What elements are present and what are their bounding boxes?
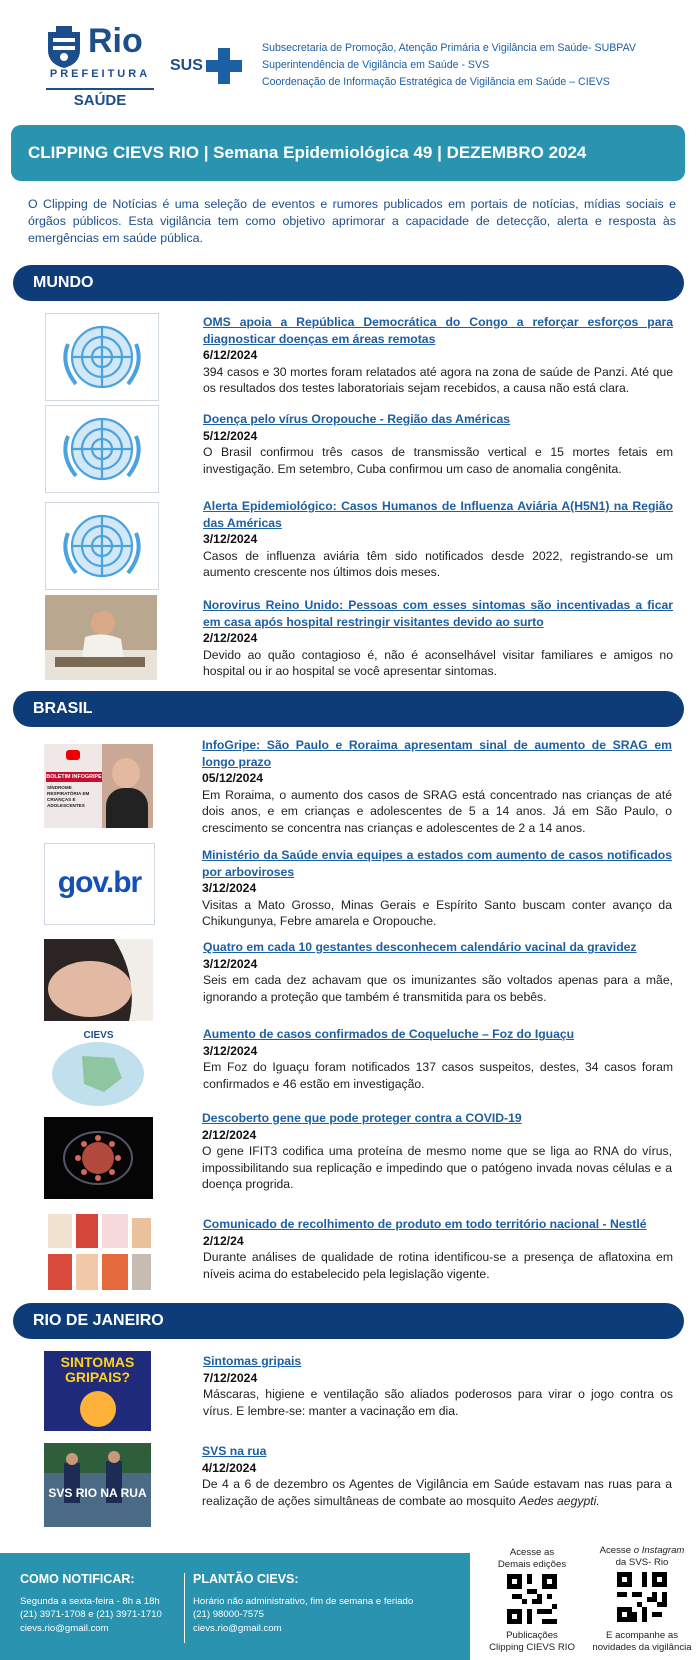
news-link[interactable]: Alerta Epidemiológico: Casos Humanos de Influenza Aviária A(H5N1) na Região das Américas: [203, 499, 673, 530]
news-item: [203, 411, 673, 477]
news-item: [202, 1110, 672, 1193]
footer-notificar-phones: (21) 3971-1708 e (21) 3971-1710: [20, 1609, 162, 1620]
qr-code-instagram[interactable]: [617, 1572, 667, 1622]
news-date: 7/12/2024: [203, 1370, 258, 1385]
nestle-products-photo: [44, 1212, 153, 1292]
org-line-svs: Superintendência de Vigilância em Saúde - SVS: [262, 59, 490, 71]
footer-notificar: [20, 1573, 162, 1635]
news-item: [202, 847, 672, 930]
logo-prefeitura-text: PREFEITURA: [49, 68, 151, 80]
news-link[interactable]: Aumento de casos confirmados de Coqueluche – Foz do Iguaçu: [203, 1027, 575, 1041]
sick-person-image-icon: [45, 595, 157, 680]
norovirus-photo: [45, 595, 157, 680]
sintomas-gripais-thumb: [44, 1351, 151, 1431]
qr2-bottom-line-2: novidades da vigilância: [592, 1642, 692, 1653]
sus-cross-icon: [206, 48, 242, 84]
news-item: [202, 1443, 672, 1509]
qr1-top-label: [482, 1547, 582, 1571]
section-mundo-label: MUNDO: [33, 274, 94, 291]
qr1-bottom-line-1: Publicações: [506, 1630, 558, 1641]
sintomas-thumb-text: SINTOMAS GRIPAIS?: [60, 1354, 135, 1385]
news-item: [202, 737, 672, 836]
news-date: 6/12/2024: [203, 348, 258, 362]
footer-notificar-email[interactable]: cievs.rio@gmail.com: [20, 1622, 109, 1634]
news-date: 05/12/2024: [202, 771, 263, 785]
govbr-logo-text: gov.br: [57, 866, 142, 899]
news-desc: Devido ao quão contagioso é, não é aconselhável visitar familiares e amigos no hospital ou ir ao hospital se você apresentar sintomas.: [203, 647, 673, 678]
news-item: [203, 597, 673, 680]
logo-sus-text: SUS: [170, 57, 203, 74]
news-link[interactable]: SVS na rua: [202, 1444, 267, 1458]
news-date: 3/12/2024: [203, 532, 258, 546]
news-desc: Máscaras, higiene e ventilação são aliados poderosos para virar o jogo contra os vírus. E lembre-se: manter a vacinação em dia.: [203, 1387, 673, 1418]
un-emblem-icon: [46, 503, 158, 589]
org-line-cievs: Coordenação de Informação Estratégica de Vigilância em Saúde – CIEVS: [262, 76, 610, 88]
news-link[interactable]: OMS apoia a República Democrática do Congo a reforçar esforços para diagnosticar doenças em áreas remotas: [203, 315, 673, 346]
footer-plantao-email[interactable]: cievs.rio@gmail.com: [193, 1622, 282, 1634]
svs-thumb-text: SVS RIO NA RUA: [48, 1486, 147, 1500]
qr2-top-line-1: [590, 1545, 694, 1557]
logo-saude-text: SAÚDE: [46, 88, 154, 109]
govbr-thumb: [44, 843, 155, 925]
footer-plantao-phone: (21) 98000-7575: [193, 1609, 264, 1620]
news-date: 3/12/2024: [203, 1043, 258, 1058]
section-rio: [13, 1303, 684, 1339]
rio-crest-icon: [44, 26, 84, 70]
news-date: 4/12/2024: [202, 1460, 257, 1475]
news-desc: Casos de influenza aviária têm sido notificados desde 2022, registrando-se um aumento crescente nos últimos dois meses.: [203, 548, 673, 579]
news-date: 3/12/2024: [202, 881, 257, 895]
org-line-subpav: Subsecretaria de Promoção, Atenção Primária e Vigilância em Saúde- SUBPAV: [262, 42, 636, 54]
intro-text: O Clipping de Notícias é uma seleção de eventos e rumores publicados em portais de notícias, mídias sociais e órgãos públicos. Esta vigilância tem como objetivo aprimorar a capacidade de detecção, alerta e resposta às emergências em saúde pública.: [28, 197, 676, 245]
news-desc: O Brasil confirmou três casos de transmissão vertical e 15 mortes fetais em investigação. Em setembro, Cuba confirmou um caso de anomalia congênita.: [203, 445, 673, 476]
page-title: CLIPPING CIEVS RIO | Semana Epidemiológica 49 | DEZEMBRO 2024: [28, 143, 587, 162]
news-link[interactable]: Sintomas gripais: [203, 1354, 302, 1368]
qr1-top-line-1: Acesse as: [509, 1547, 555, 1558]
sus-logo: [170, 46, 242, 86]
qr2-top-text: Acesse: [599, 1545, 634, 1556]
news-desc: 394 casos e 30 mortes foram relatados até agora na zona de saúde de Panzi. Até que os resultados dos testes laboratoriais sejam recebidos, a causa não está clara.: [203, 364, 673, 395]
news-item: [203, 498, 673, 581]
footer-plantao-hours: Horário não administrativo, fim de semana e feriado: [193, 1595, 414, 1607]
un-emblem-icon: [46, 406, 158, 492]
svs-na-rua-thumb: [44, 1443, 151, 1527]
title-bar: [11, 125, 685, 181]
news-desc: Visitas a Mato Grosso, Minas Gerais e Espírito Santo buscam conter avanço da Chikungunya, Febre amarela e Oropouche.: [202, 897, 672, 928]
news-desc-text: De 4 a 6 de dezembro os Agentes de Vigilância em Saúde estavam nas ruas para a realização de ações simultâneas de combate ao mosquito: [202, 1477, 672, 1508]
news-date: 2/12/2024: [202, 1127, 257, 1142]
qr1-bottom-label: [482, 1630, 582, 1654]
qr2-top-line-2: da SVS- Rio: [615, 1557, 669, 1568]
footer-divider: [184, 1573, 185, 1643]
prefeitura-rio-logo: [44, 22, 156, 110]
section-brasil: [13, 691, 684, 727]
un-emblem-icon: [46, 314, 158, 400]
news-desc: Durante análises de qualidade de rotina identificou-se a presença de aflatoxina em níveis acima do estabelecido pela legislação vigente.: [203, 1250, 673, 1281]
section-mundo: [13, 265, 684, 301]
pregnant-belly-image-icon: [44, 939, 153, 1021]
un-logo-thumb-2: [45, 405, 159, 493]
news-link[interactable]: Quatro em cada 10 gestantes desconhecem calendário vacinal da gravidez: [203, 940, 637, 954]
footer-contact-band: [0, 1553, 470, 1660]
covid-photo: [44, 1117, 153, 1199]
news-link[interactable]: Descoberto gene que pode proteger contra a COVID-19: [202, 1111, 522, 1125]
infogripe-badge: BOLETIM INFOGRIPE: [46, 774, 102, 780]
news-date: 2/12/24: [203, 1233, 244, 1248]
news-desc: [202, 1476, 672, 1509]
footer-plantao: [193, 1573, 413, 1635]
news-link[interactable]: Norovirus Reino Unido: Pessoas com esses sintomas são incentivadas a ficar em casa após hospital restringir visitantes devido ao surto: [203, 598, 673, 629]
street-team-image-icon: [44, 1443, 151, 1527]
section-brasil-label: BRASIL: [33, 700, 93, 717]
news-date: 2/12/2024: [203, 631, 258, 645]
news-item: [203, 939, 673, 1005]
org-lines: [262, 40, 636, 91]
qr2-top-instagram: o Instagram: [633, 1545, 685, 1556]
section-rio-label: RIO DE JANEIRO: [33, 1312, 164, 1329]
un-logo-thumb-1: [45, 313, 159, 401]
product-packages-image-icon: [44, 1212, 153, 1292]
news-link[interactable]: Doença pelo vírus Oropouche - Região das Américas: [203, 412, 511, 426]
news-desc-italic: Aedes aegypti.: [519, 1493, 600, 1508]
news-link[interactable]: Ministério da Saúde envia equipes a estados com aumento de casos notificados por arboviroses: [202, 848, 672, 879]
news-desc: Seis em cada dez achavam que os imunizantes são voltados apenas para a mãe, ignorando a proteção que também é transmitida para os bebês.: [203, 973, 673, 1004]
footer-notificar-hours: Segunda a sexta-feira - 8h a 18h: [20, 1595, 160, 1607]
qr1-top-line-2: Demais edições: [497, 1559, 567, 1570]
qr2-bottom-line-1: E acompanhe as: [606, 1630, 678, 1641]
news-date: 5/12/2024: [203, 428, 258, 443]
footer-plantao-title: PLANTÃO CIEVS:: [193, 1572, 299, 1586]
footer-notificar-title: COMO NOTIFICAR:: [20, 1572, 135, 1586]
qr2-bottom-label: [588, 1630, 696, 1654]
news-date: 3/12/2024: [203, 956, 258, 971]
news-item: [203, 1216, 673, 1282]
qr-code-editions[interactable]: [507, 1574, 557, 1624]
qr-code-icon: [507, 1574, 557, 1624]
qr2-top-label: [590, 1545, 694, 1569]
news-link[interactable]: Comunicado de recolhimento de produto em todo território nacional - Nestlé: [203, 1217, 647, 1231]
pregnant-photo: [44, 939, 153, 1021]
play-icon: [66, 750, 80, 760]
news-item: [203, 1353, 673, 1419]
news-link[interactable]: InfoGripe: São Paulo e Roraima apresentam sinal de aumento de SRAG em longo prazo: [202, 738, 672, 769]
infogripe-caption: SÍNDROME RESPIRATÓRIA EM CRIANÇAS E ADOLESCENTES: [47, 785, 90, 808]
news-desc: O gene IFIT3 codifica uma proteína de mesmo nome que se liga ao RNA do vírus, impossibilitando sua replicação e impedindo que o patógeno invada novas células e a doença progrida.: [202, 1144, 672, 1191]
cievs-thumb-text: CIEVS: [83, 1030, 114, 1041]
news-desc: Em Roraima, o aumento dos casos de SRAG está concentrado nas crianças de até dois anos, e em crianças e adolescentes de 5 a 14 anos. Já em São Paulo, o crescimento se concentra nas crianças e adolescentes de 2 a 14 anos.: [202, 787, 672, 835]
qr-code-icon: [617, 1572, 667, 1622]
qr1-bottom-line-2: Clipping CIEVS RIO: [489, 1642, 575, 1653]
logo-rio-text: Rio: [88, 22, 143, 60]
news-desc: Em Foz do Iguaçu foram notificados 137 casos suspeitos, destes, 34 casos foram confirmados e 46 estão em investigação.: [203, 1060, 673, 1091]
virus-image-icon: [44, 1117, 153, 1199]
news-item: [203, 1026, 673, 1092]
un-logo-thumb-3: [45, 502, 159, 590]
sick-face-icon: [80, 1391, 116, 1427]
news-item: [203, 314, 673, 397]
infogripe-thumb: [44, 744, 153, 828]
cievs-thumb: [44, 1028, 153, 1110]
